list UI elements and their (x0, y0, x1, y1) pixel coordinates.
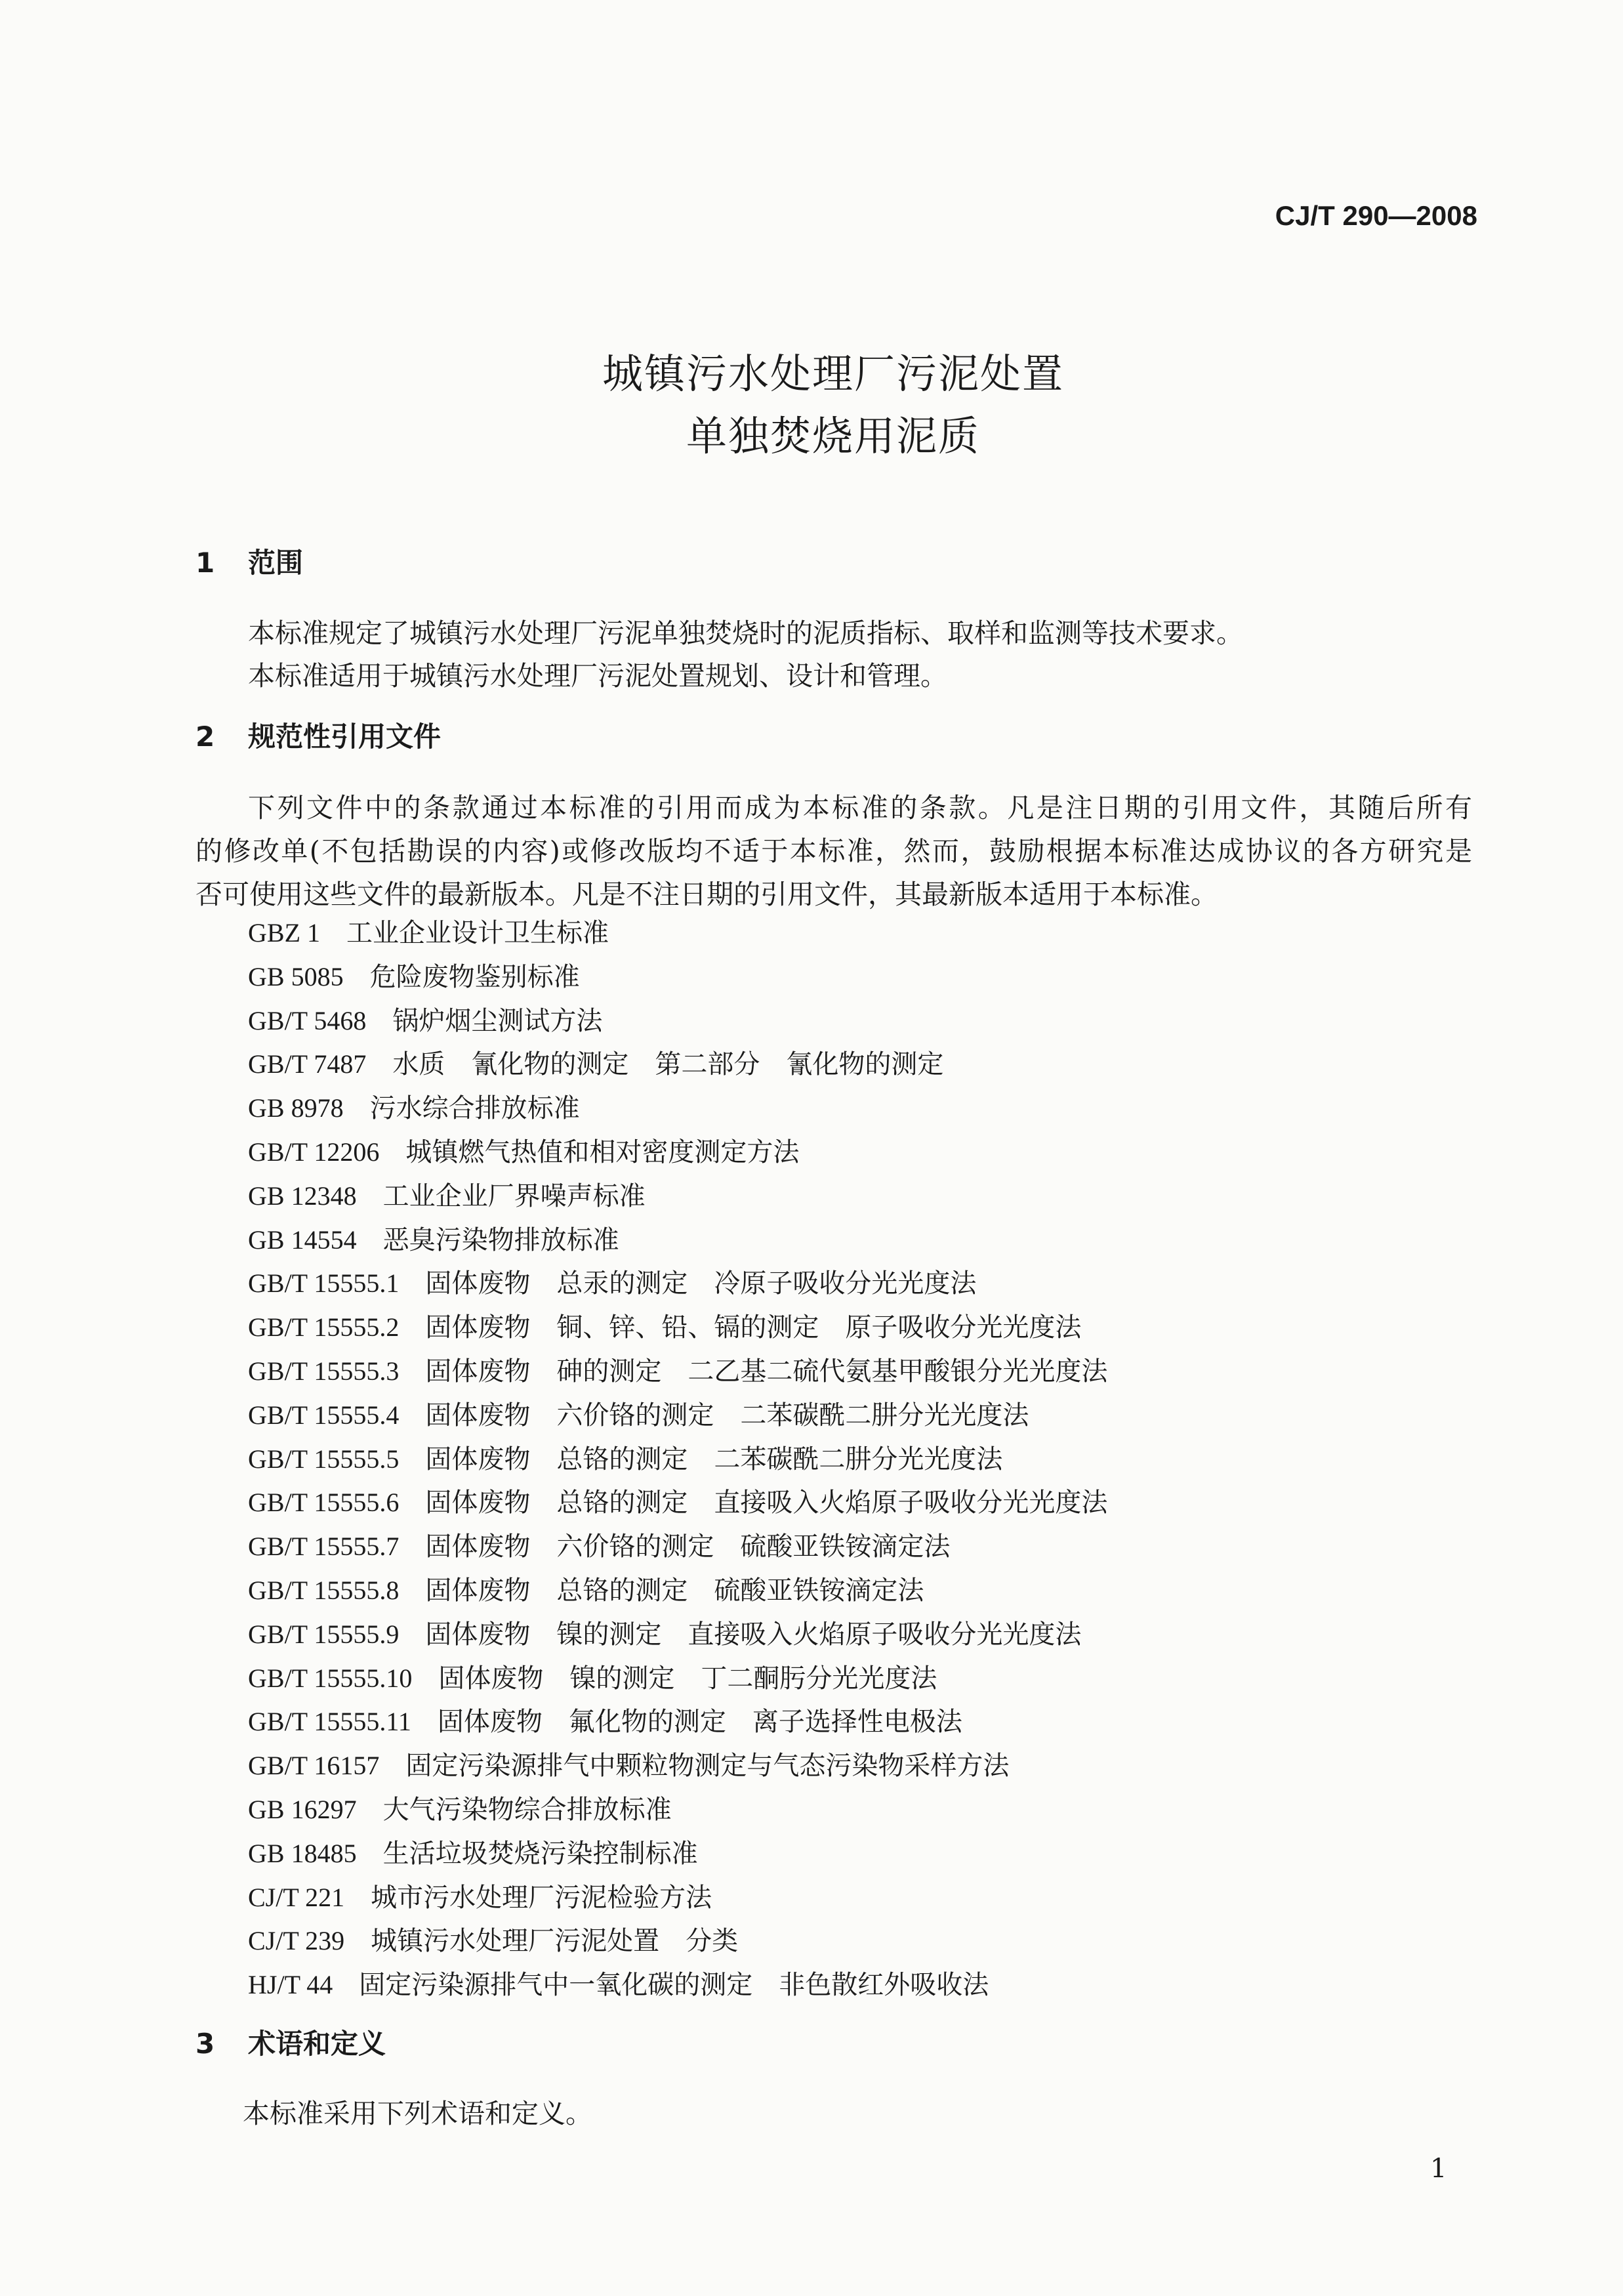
reference-code: GB/T 15555.11 (248, 1707, 411, 1737)
reference-title: 固定污染源排气中颗粒物测定与气态污染物采样方法 (405, 1751, 1010, 1782)
reference-item (248, 956, 580, 993)
reference-code: HJ/T 44 (248, 1970, 333, 2000)
reference-item (248, 1482, 1107, 1519)
reference-item (248, 1306, 1081, 1344)
page-number: 1 (1430, 2154, 1447, 2184)
reference-title: 生活垃圾焚烧污染控制标准 (382, 1838, 698, 1869)
standard-number: CJ/T 290—2008 (1275, 200, 1477, 231)
reference-title: 固定污染源排气中一氧化碳的测定 非色散红外吸收法 (359, 1970, 989, 2001)
reference-code: GB 5085 (248, 961, 344, 991)
reference-item (248, 1964, 989, 2001)
document-title-line1: 城镇污水处理厂污泥处置 (602, 350, 1064, 398)
reference-item (248, 1219, 619, 1257)
reference-code: GB/T 15555.6 (248, 1488, 400, 1518)
reference-title: 固体废物 镍的测定 直接吸入火焰原子吸收分光光度法 (425, 1619, 1082, 1650)
section-heading-terms (195, 2022, 386, 2062)
reference-title: 水质 氰化物的测定 第二部分 氰化物的测定 (392, 1049, 944, 1080)
section-title: 规范性引用文件 (248, 720, 442, 753)
reference-item (248, 1394, 1029, 1432)
reference-item (248, 1920, 738, 1957)
reference-title: 固体废物 总铬的测定 硫酸亚铁铵滴定法 (425, 1576, 924, 1606)
reference-title: 工业企业设计卫生标准 (346, 918, 609, 948)
reference-item (248, 1131, 799, 1169)
reference-code: GB 14554 (248, 1224, 357, 1255)
reference-item (248, 1175, 646, 1213)
reference-code: GB/T 15555.3 (248, 1356, 400, 1386)
reference-code: GB/T 15555.1 (248, 1268, 400, 1299)
reference-code: GBZ 1 (248, 918, 320, 948)
reference-item (248, 1043, 943, 1081)
reference-item (248, 1745, 1009, 1782)
reference-title: 固体废物 铜、锌、铅、镉的测定 原子吸收分光光度法 (425, 1312, 1082, 1343)
reference-item (248, 1833, 698, 1870)
reference-code: GB/T 15555.2 (248, 1312, 400, 1343)
reference-title: 工业企业厂界噪声标准 (382, 1180, 646, 1211)
reference-item (248, 1614, 1081, 1651)
paragraph: 本标准适用于城镇污水处理厂污泥处置规划、设计和管理。 (248, 660, 947, 692)
reference-title: 锅炉烟尘测试方法 (392, 1005, 603, 1036)
paragraph: 本标准采用下列术语和定义。 (243, 2098, 592, 2129)
reference-code: GB/T 15555.4 (248, 1400, 400, 1430)
reference-code: CJ/T 221 (248, 1882, 345, 1912)
reference-title: 危险废物鉴别标准 (369, 961, 580, 992)
reference-code: GB/T 15555.9 (248, 1619, 400, 1649)
section-number: 1 (195, 547, 215, 579)
reference-code: GB/T 15555.10 (248, 1663, 413, 1693)
reference-title: 固体废物 氟化物的测定 离子选择性电极法 (437, 1707, 962, 1738)
reference-title: 固体废物 砷的测定 二乙基二硫代氨基甲酸银分光光度法 (425, 1356, 1108, 1387)
document-title-line2: 单独焚烧用泥质 (686, 412, 980, 460)
reference-title: 固体废物 六价铬的测定 二苯碳酰二肼分光光度法 (425, 1400, 1029, 1430)
reference-item (248, 1000, 602, 1037)
reference-code: GB/T 15555.5 (248, 1444, 400, 1474)
reference-code: GB 16297 (248, 1795, 357, 1824)
reference-item (248, 1526, 950, 1563)
reference-item (248, 1701, 962, 1738)
reference-code: GB/T 15555.8 (248, 1576, 400, 1605)
reference-title: 城市污水处理厂污泥检验方法 (371, 1882, 712, 1913)
reference-title: 固体废物 六价铬的测定 硫酸亚铁铵滴定法 (425, 1532, 951, 1562)
reference-item (248, 1263, 976, 1300)
intro-line: 否可使用这些文件的最新版本。凡是不注日期的引用文件，其最新版本适用于本标准。 (195, 879, 1218, 910)
reference-title: 固体废物 镍的测定 丁二酮肟分光光度法 (438, 1663, 937, 1694)
reference-code: CJ/T 239 (248, 1926, 345, 1956)
reference-title: 城镇燃气热值和相对密度测定方法 (405, 1137, 800, 1167)
reference-code: GB/T 7487 (248, 1049, 367, 1079)
section-heading-scope (195, 541, 303, 581)
reference-item (248, 1877, 712, 1914)
reference-code: GB 12348 (248, 1180, 357, 1211)
section-heading-normative-references (195, 715, 441, 755)
reference-item (248, 1789, 672, 1826)
section-title: 范围 (248, 547, 304, 579)
section-number: 3 (195, 2028, 215, 2060)
intro-line: 的修改单(不包括勘误的内容)或修改版均不适于本标准，然而，鼓励根据本标准达成协议的各方研究是 (195, 835, 1472, 867)
reference-title: 大气污染物综合排放标准 (382, 1795, 672, 1825)
reference-title: 固体废物 总铬的测定 直接吸入火焰原子吸收分光光度法 (425, 1488, 1108, 1518)
reference-item (248, 1570, 924, 1607)
reference-title: 恶臭污染物排放标准 (382, 1224, 619, 1255)
reference-item (248, 912, 609, 950)
reference-title: 固体废物 总铬的测定 二苯碳酰二肼分光光度法 (425, 1444, 1003, 1474)
reference-code: GB/T 15555.7 (248, 1532, 400, 1562)
reference-title: 城镇污水处理厂污泥处置 分类 (371, 1926, 739, 1957)
reference-item (248, 1438, 1002, 1476)
reference-item (248, 1658, 937, 1695)
section-number: 2 (195, 720, 215, 753)
reference-item (248, 1087, 580, 1125)
reference-title: 污水综合排放标准 (369, 1093, 580, 1124)
reference-code: GB/T 5468 (248, 1005, 367, 1035)
reference-title: 固体废物 总汞的测定 冷原子吸收分光光度法 (425, 1268, 977, 1299)
intro-line: 下列文件中的条款通过本标准的引用而成为本标准的条款。凡是注日期的引用文件，其随后所有 (248, 792, 1472, 824)
reference-code: GB 8978 (248, 1093, 344, 1123)
reference-code: GB/T 16157 (248, 1751, 380, 1781)
paragraph: 本标准规定了城镇污水处理厂污泥单独焚烧时的泥质指标、取样和监测等技术要求。 (248, 617, 1243, 649)
reference-code: GB 18485 (248, 1838, 357, 1868)
section-title: 术语和定义 (248, 2028, 386, 2060)
reference-item (248, 1350, 1107, 1388)
reference-code: GB/T 12206 (248, 1137, 380, 1167)
